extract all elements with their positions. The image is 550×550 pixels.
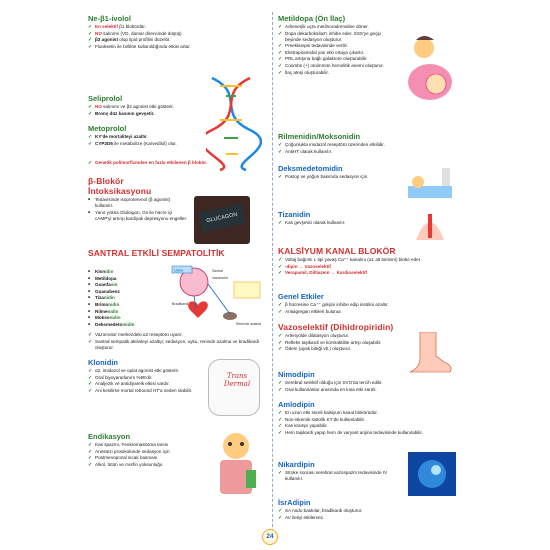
list-item: ✓ Stroke sonrası serebral vazospazm tedavisinde IV kullanılır.: [278, 470, 400, 482]
amlodipin-title: Amlodipin: [278, 400, 315, 409]
list-item: ✓ Ekstrapiramidal yan etki ortaya çıkartır.: [278, 50, 398, 56]
list-item: ✓ Voltaj bağımlı L tipi yavaş Ca⁺⁺ kanalını (α1 alt birimini) bloke eder.: [278, 257, 458, 263]
list-item: ✓ Dopa dekarboksilaz'ı inhibe eder. SSS'ye geçip beyinde sedasyon oluşturur.: [278, 31, 398, 43]
list-item: ✓ Coombs (+) otoimmün hemolitik anemi oluşturur.: [278, 63, 398, 69]
tizanidin-title: Tizanidin: [278, 210, 311, 219]
metoprolol-title: Metoprolol: [88, 124, 127, 133]
list-item: ✓ SA nodu baskılar, bradikardi oluşturur.: [278, 508, 458, 514]
list-item: ✓ Santral sempatik aktiviteyi azaltıp; sedasyon, uyku, reninde azalma ve bradikardi oluşturur.: [88, 339, 263, 351]
list-item: ✓ Arteriyolde dilatasyon oluşturur.: [278, 333, 396, 339]
list-item: ✓ Fluoksetin ile birlikte kullanıldığında etkisi artar.: [88, 44, 263, 50]
list-item: ✓ β hücresine Ca⁺⁺ girişini inhibe edip insülini azaltır.: [278, 302, 458, 308]
section-nebivolol: [88, 14, 263, 50]
list-item: ✓ En uzun etki süreli kalsiyum kanal blokörüdür.: [278, 410, 458, 416]
list-item: ✓ İlaç ateşi oluşturabilir.: [278, 70, 398, 76]
transdermal-patch-image: Trans Dermal: [208, 359, 260, 416]
svg-text:Santral: Santral: [212, 269, 223, 273]
section-seliprolol: [88, 94, 208, 117]
list-item: ✓ Çoğunlukla imidazol reseptörü üzerinden etkilidir.: [278, 142, 458, 148]
hospital-patient-image: [406, 164, 454, 208]
section-kalsiyum: [278, 246, 458, 277]
section-sempatolitik: [88, 248, 263, 258]
intoxication-title: β-Blokör İntoksikasyonu: [88, 176, 152, 196]
withdrawal-person-image: [208, 426, 263, 496]
list-item: ✓ AntiHT olarak kullanılır.: [278, 149, 458, 155]
klonidin-title: Klonidin: [88, 358, 118, 367]
sempatolitik-effects: [88, 332, 263, 351]
svg-text:Uyku: Uyku: [174, 267, 184, 273]
list-item: ✓ KY'de mortaliteyi azaltır: [88, 134, 208, 140]
list-item: ✓ Kas gevşetici olarak kullanılır.: [278, 220, 398, 226]
page-number: 24: [262, 529, 278, 545]
deksmedetomidin-title: Deksmedetomidin: [278, 164, 343, 173]
glucagon-vial-image: GLUCAGON: [194, 196, 250, 244]
section-endikasyon: [88, 432, 198, 468]
section-isradipin: [278, 498, 458, 521]
list-item: ✓ Bronş düz kasının gevşetir.: [88, 111, 208, 117]
section-metildopa: [278, 14, 398, 76]
nikardipin-title: Nikardipin: [278, 460, 315, 469]
list-item: ✓ CYP2D6 ile metabolize (Karvedilol) olur.: [88, 141, 208, 147]
list-item: ✓ Ani kesilirse mortal rebound HT'a neden olabilir.: [88, 388, 193, 394]
list-item: ✓ Oral biyoyararlanım %95'dir.: [88, 375, 193, 381]
list-item: ✓ Genetik polimorfizmden en fazla etkilenen β blokör.: [88, 160, 263, 166]
sempatolitik-title: SANTRAL ETKİLİ SEMPATOLİTİK: [88, 248, 225, 258]
brain-image: [408, 452, 456, 496]
list-item: ✓ Antiagregan etkileri bulunur.: [278, 309, 458, 315]
list-item: ✓ Alkol, tütün ve morfin yoksunluğu: [88, 462, 198, 468]
nebivolol-list: [88, 24, 263, 50]
list-item: ✓ α2, imidazol ve opiat agonist etki gösterir.: [88, 368, 193, 374]
list-item: ✓ Postmenopozal sıcak basması: [88, 455, 198, 461]
list-item: ✓ -dipin → Vazoselektif: [278, 264, 458, 270]
list-item: ✓ En selektif β1 blokördür.: [88, 24, 263, 30]
list-item: ✓ PRL artışına bağlı galaktore oluşturabilir.: [278, 56, 398, 62]
list-item: • Guanabenz: [88, 289, 158, 295]
section-rilmenidin: [278, 132, 458, 155]
nimodipin-title: Nimodipin: [278, 370, 315, 379]
nebivolol-title: Ne-β1-ivolol: [88, 14, 131, 23]
metildopa-title: Metildopa (Ön İlaç): [278, 14, 346, 23]
list-item: • Yanıt yoksa Glukagon, Gs ile hücre içi cAMP'yi artırıp kardiyak depresyonu engeller.: [88, 210, 188, 222]
section-amlodipin: [278, 400, 458, 436]
rilmenidin-title: Rilmenidin/Moksonidin: [278, 132, 361, 141]
list-item: ✓ NO salınımı (VD, damar direncinde düşüş): [88, 31, 263, 37]
list-item: • Tizanidin: [88, 295, 158, 301]
pregnant-woman-image: [400, 34, 458, 104]
isradipin-title: İsrAdipin: [278, 498, 311, 507]
svg-text:Bradikardi: Bradikardi: [172, 302, 189, 306]
section-intoxication: [88, 176, 188, 222]
list-item: ✓ Preeklampsi tedavisinde verilir.: [278, 43, 398, 49]
list-item: ✓ Non-iskemik sistolik KY'de kullanılabilir.: [278, 417, 458, 423]
sempatolitik-drug-list: [88, 269, 158, 328]
list-item: • Metildopa: [88, 276, 158, 282]
section-klonidin: [88, 358, 193, 394]
list-item: ✓ AV iletiyi etkilemez.: [278, 515, 458, 521]
list-item: • Rilmenidin: [88, 309, 158, 315]
svg-text:Vazomotor: Vazomotor: [212, 276, 229, 280]
section-vazoselektif: [278, 322, 396, 353]
section-metoprolol: [88, 124, 208, 147]
list-item: • Moksonidin: [88, 315, 158, 321]
kalsiyum-title: KALSİYUM KANAL BLOKÖR: [278, 246, 396, 256]
svg-text:Renin'de azalma: Renin'de azalma: [236, 322, 262, 326]
list-item: ✓ Vazomotor merkezdeki α2 reseptörü uyarır.: [88, 332, 263, 338]
list-item: ✓ Oral kullanılanlar arasında en kısa etki süreli.: [278, 387, 458, 393]
back-pain-image: [408, 204, 452, 240]
list-item: • Tedavisinde isoproterenol (β agonist) kullanılır.: [88, 197, 188, 209]
list-item: ✓ β3 agonist olup lipid profilini düzeltir.: [88, 37, 263, 43]
list-item: ✓ NO salınımı ve β2 agonist etki gösterir.: [88, 104, 208, 110]
list-item: ✓ Analjezik ve antidiyareik etkisi vardır.: [88, 381, 193, 387]
list-item: • Klonidin: [88, 269, 158, 275]
list-item: • Deksmedetomidin: [88, 322, 158, 328]
endikasyon-title: Endikasyon: [88, 432, 131, 441]
sympathetic-diagram: [168, 262, 263, 328]
list-item: ✓ Adrenerjik uçta metilnoradrenaline döner.: [278, 24, 398, 30]
list-item: ✓ Postop ve yoğun bakımda sedasyon için.: [278, 174, 398, 180]
list-item: ✓ Serebral selektif olduğu için SVO'da tercih edilir.: [278, 380, 458, 386]
list-item: ✓ Ödem (ayak bileği vb.) oluşturur.: [278, 346, 396, 352]
list-item: • Brimonidin: [88, 302, 158, 308]
section-nimodipin: [278, 370, 458, 393]
list-item: ✓ Hem taşikardi yapıp hem de varyant anjina tedavisinde kullanılabilir.: [278, 430, 458, 436]
section-deksmedetomidin: [278, 164, 398, 181]
seliprolol-title: Seliprolol: [88, 94, 123, 103]
list-item: ✓ Anestezi protokolünde sedasyon için: [88, 449, 198, 455]
column-divider: [272, 12, 273, 532]
list-item: • Guanfasin: [88, 282, 158, 288]
section-genel: [278, 292, 458, 315]
genel-title: Genel Etkiler: [278, 292, 324, 301]
section-nikardipin: [278, 460, 400, 483]
section-tizanidin: [278, 210, 398, 227]
list-item: ✓ Verapamil, Diltiazem → Kardioselektif: [278, 270, 458, 276]
list-item: ✓ Kas krampı yapabilir.: [278, 423, 458, 429]
list-item: ✓ Kas spazmı, Feokromasitoma tanısı: [88, 442, 198, 448]
list-item: ✓ Refleks taşikardi ve kontraktilite artışı oluşabilir.: [278, 340, 396, 346]
vazoselektif-title: Vazoselektif (Dihidropiridin): [278, 322, 394, 332]
